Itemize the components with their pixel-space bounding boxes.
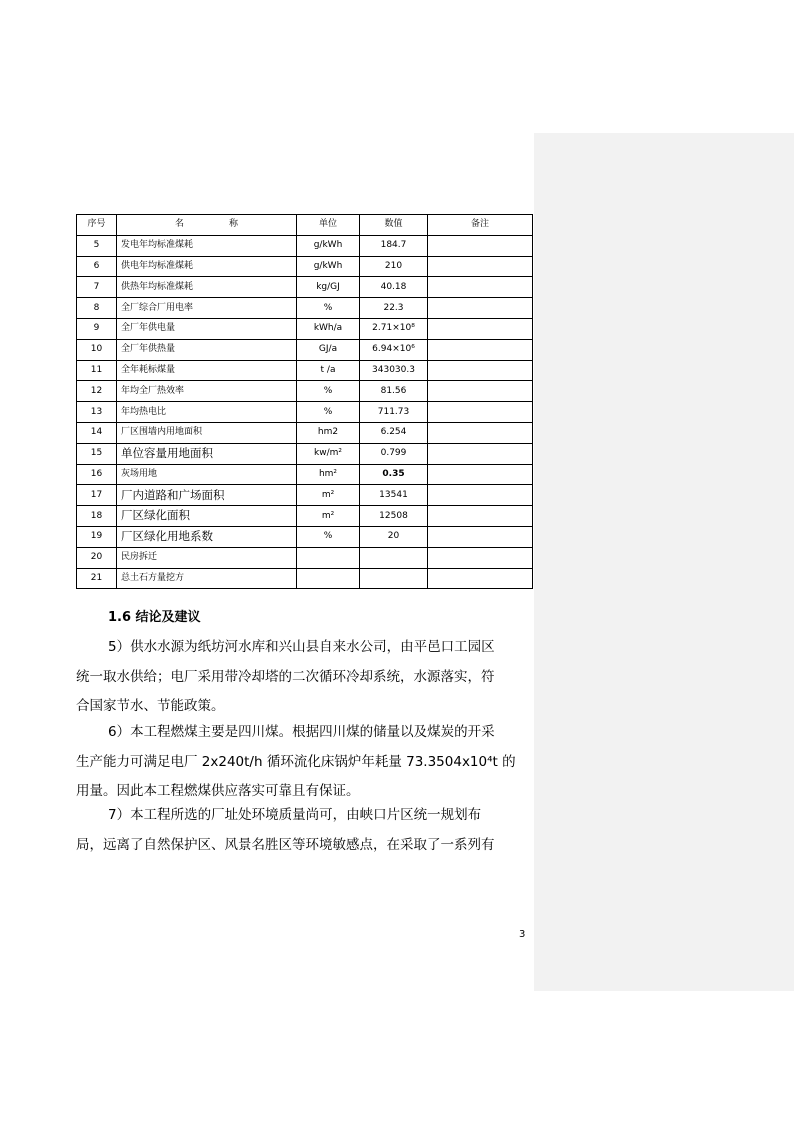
paragraph-line: 局，远离了自然保护区、风景名胜区等环境敏感点，在采取了一系列有 <box>76 836 495 853</box>
row-note <box>428 568 533 589</box>
row-name: 全厂年供电量 <box>117 318 297 339</box>
paragraph-line: 7）本工程所选的厂址处环境质量尚可，由峡口片区统一规划布 <box>108 807 482 823</box>
row-no: 21 <box>77 568 117 589</box>
row-note <box>428 443 533 464</box>
row-value: 20 <box>360 526 428 547</box>
row-name: 发电年均标准煤耗 <box>117 235 297 256</box>
row-unit: hm2 <box>297 422 360 443</box>
row-note <box>428 464 533 485</box>
row-note <box>428 485 533 506</box>
row-value: 0.35 <box>360 464 428 485</box>
table-row <box>77 256 533 277</box>
row-note <box>428 256 533 277</box>
row-note <box>428 339 533 360</box>
paragraph-line: 生产能力可满足电厂 2x240t/h 循环流化床锅炉年耗量 73.3504x10⁴t 的 <box>76 753 516 770</box>
row-name: 单位容量用地面积 <box>117 443 297 464</box>
header-no: 序号 <box>77 215 117 236</box>
row-no: 11 <box>77 360 117 381</box>
table-row <box>77 339 533 360</box>
row-no: 10 <box>77 339 117 360</box>
row-unit: kw/m² <box>297 443 360 464</box>
row-no: 15 <box>77 443 117 464</box>
row-unit: g/kWh <box>297 235 360 256</box>
row-unit <box>297 547 360 568</box>
row-note <box>428 318 533 339</box>
comment-label: Comment [a1]: <box>534 137 627 150</box>
row-no: 7 <box>77 277 117 298</box>
row-value: 343030.3 <box>360 360 428 381</box>
paragraph-line: 合国家节水、节能政策。 <box>76 698 225 714</box>
row-note <box>428 526 533 547</box>
row-unit <box>297 568 360 589</box>
table-row <box>77 277 533 298</box>
paragraph-line: 6）本工程燃煤主要是四川煤。根据四川煤的储量以及煤炭的开采 <box>108 724 495 740</box>
row-name: 总土石方量挖方 <box>117 568 297 589</box>
row-unit: kg/GJ <box>297 277 360 298</box>
row-name: 厂区绿化面积 <box>117 506 297 527</box>
row-value: 0.799 <box>360 443 428 464</box>
row-no: 13 <box>77 402 117 423</box>
row-value <box>360 547 428 568</box>
table-row <box>77 422 533 443</box>
paragraph-line: 用量。因此本工程燃煤供应落实可靠且有保证。 <box>76 783 360 799</box>
row-unit: g/kWh <box>297 256 360 277</box>
table-row <box>77 298 533 319</box>
header-note: 备注 <box>428 215 533 236</box>
row-note <box>428 506 533 527</box>
row-unit: hm² <box>297 464 360 485</box>
row-value: 40.18 <box>360 277 428 298</box>
row-note <box>428 235 533 256</box>
row-value: 711.73 <box>360 402 428 423</box>
row-no: 5 <box>77 235 117 256</box>
row-unit: m² <box>297 485 360 506</box>
table-row <box>77 235 533 256</box>
row-note <box>428 422 533 443</box>
table-row <box>77 526 533 547</box>
row-unit: % <box>297 402 360 423</box>
row-no: 18 <box>77 506 117 527</box>
row-name: 全厂综合厂用电率 <box>117 298 297 319</box>
row-note <box>428 402 533 423</box>
row-name: 民房拆迁 <box>117 547 297 568</box>
paragraph-7 <box>76 801 524 860</box>
row-note <box>428 381 533 402</box>
row-value: 184.7 <box>360 235 428 256</box>
row-unit: t /a <box>297 360 360 381</box>
row-value: 12508 <box>360 506 428 527</box>
header-value: 数值 <box>360 215 428 236</box>
paragraph-line: 统一取水供给；电厂采用带冷却塔的二次循环冷却系统，水源落实，符 <box>76 668 495 685</box>
row-note <box>428 360 533 381</box>
header-name: 名 称 <box>117 215 297 236</box>
table-row <box>77 360 533 381</box>
row-unit: % <box>297 381 360 402</box>
comment-pane <box>534 133 794 991</box>
table-row <box>77 318 533 339</box>
row-value: 6.254 <box>360 422 428 443</box>
row-name: 灰场用地 <box>117 464 297 485</box>
row-no: 19 <box>77 526 117 547</box>
row-name: 年均热电比 <box>117 402 297 423</box>
row-value: 2.71×10⁸ <box>360 318 428 339</box>
row-no: 12 <box>77 381 117 402</box>
row-name: 全厂年供热量 <box>117 339 297 360</box>
table-row <box>77 464 533 485</box>
row-note <box>428 298 533 319</box>
row-no: 17 <box>77 485 117 506</box>
row-note <box>428 277 533 298</box>
table-row <box>77 547 533 568</box>
row-no: 6 <box>77 256 117 277</box>
table-row <box>77 485 533 506</box>
row-no: 8 <box>77 298 117 319</box>
header-unit: 单位 <box>297 215 360 236</box>
table-header-row <box>77 215 533 236</box>
row-value: 13541 <box>360 485 428 506</box>
row-note <box>428 547 533 568</box>
row-no: 9 <box>77 318 117 339</box>
row-name: 供热年均标准煤耗 <box>117 277 297 298</box>
paragraph-5 <box>76 633 524 722</box>
indicator-table <box>76 214 533 589</box>
row-name: 年均全厂热效率 <box>117 381 297 402</box>
row-unit: m² <box>297 506 360 527</box>
row-name: 厂内道路和广场面积 <box>117 485 297 506</box>
row-name: 厂区绿化用地系数 <box>117 526 297 547</box>
row-unit: GJ/a <box>297 339 360 360</box>
table-row <box>77 381 533 402</box>
row-no: 14 <box>77 422 117 443</box>
table-row <box>77 443 533 464</box>
row-value: 22.3 <box>360 298 428 319</box>
row-value: 81.56 <box>360 381 428 402</box>
row-value: 6.94×10⁶ <box>360 339 428 360</box>
row-name: 供电年均标准煤耗 <box>117 256 297 277</box>
section-heading: 1.6 结论及建议 <box>108 610 201 625</box>
row-name: 全年耗标煤量 <box>117 360 297 381</box>
table-row <box>77 568 533 589</box>
row-no: 20 <box>77 547 117 568</box>
row-unit: kWh/a <box>297 318 360 339</box>
paragraph-6 <box>76 718 524 807</box>
table-row <box>77 402 533 423</box>
row-unit: % <box>297 298 360 319</box>
row-no: 16 <box>77 464 117 485</box>
row-value: 210 <box>360 256 428 277</box>
row-name: 厂区围墙内用地面积 <box>117 422 297 443</box>
row-value <box>360 568 428 589</box>
paragraph-line: 5）供水水源为纸坊河水库和兴山县自来水公司，由平邑口工园区 <box>108 639 495 655</box>
page-number: 3 <box>519 929 526 940</box>
row-unit: % <box>297 526 360 547</box>
table-row <box>77 506 533 527</box>
